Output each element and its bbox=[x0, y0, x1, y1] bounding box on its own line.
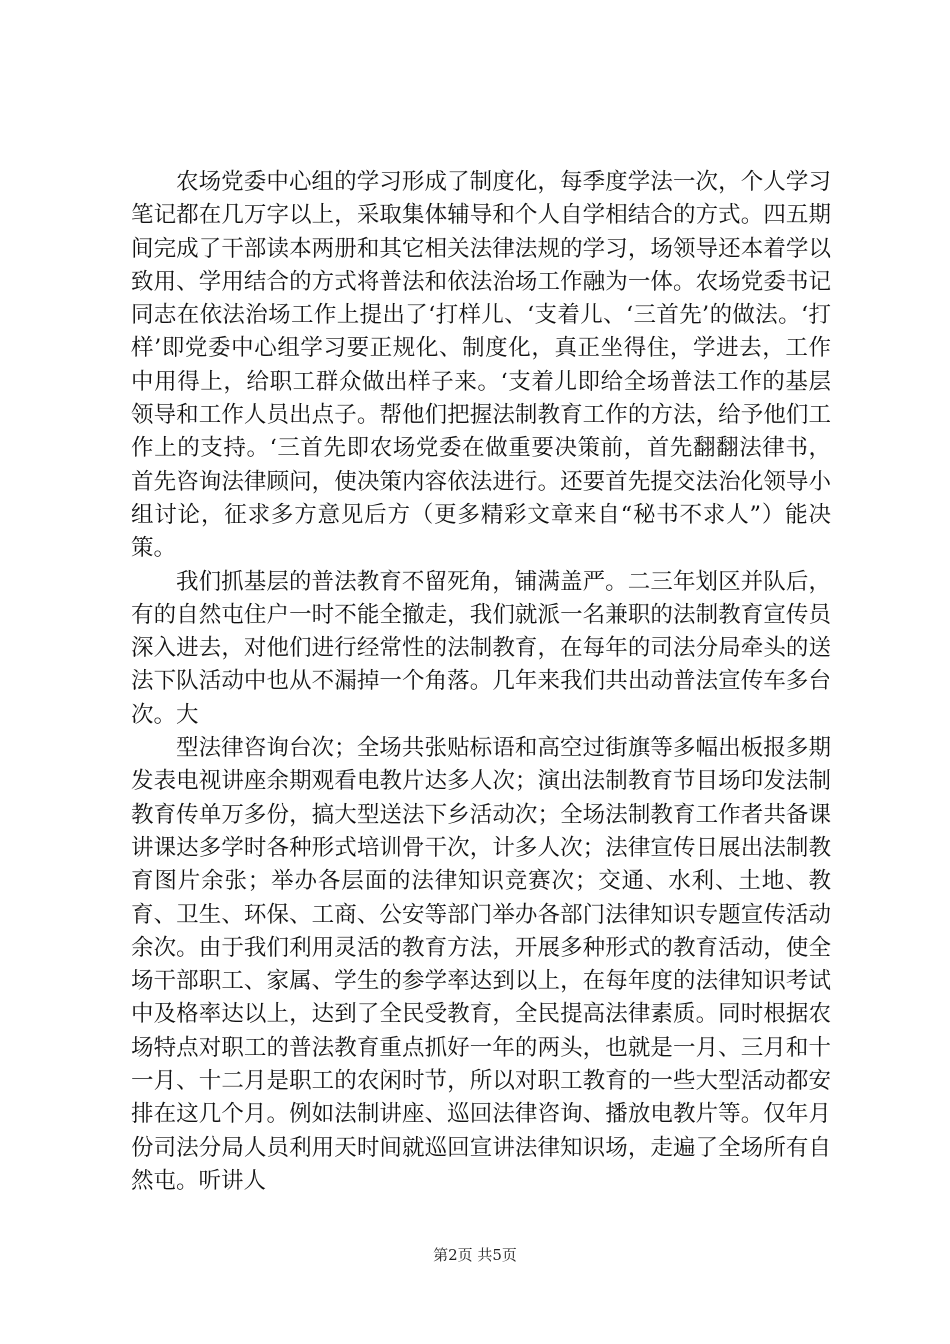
document-body bbox=[131, 166, 831, 1198]
paragraph-1: 农场党委中心组的学习形成了制度化，每季度学法一次，个人学习笔记都在几万字以上，采取集体辅导和个人自学相结合的方式。四五期间完成了干部读本两册和其它相关法律法规的学习，场领导还本着学以致用、学用结合的方式将普法和依法治场工作融为一体。农场党委书记同志在依法治场工作上提出了‘打样儿、‘支着儿、‘三首先’的做法。‘打样’即党委中心组学习要正规化、制度化，真正坐得住，学进去，工作中用得上，给职工群众做出样子来。‘支着儿即给全场普法工作的基层领导和工作人员出点子。帮他们把握法制教育工作的方法，给予他们工作上的支持。‘三首先即农场党委在做重要决策前，首先翻翻法律书，首先咨询法律顾问，使决策内容依法进行。还要首先提交法治化领导小组讨论，征求多方意见后方（更多精彩文章来自“秘书不求人”）能决策。 bbox=[131, 169, 831, 562]
page-footer: 第2页 共5页 bbox=[433, 1246, 517, 1264]
paragraph-2: 我们抓基层的普法教育不留死角，铺满盖严。二三年划区并队后，有的自然屯住户一时不能全撤走，我们就派一名兼职的法制教育宣传员深入进去，对他们进行经常性的法制教育，在每年的司法分局牵头的送法下队活动中也从不漏掉一个角落。几年来我们共出动普法宣传车多台次。大 bbox=[131, 568, 831, 728]
paragraph-3: 型法律咨询台次；全场共张贴标语和高空过街旗等多幅出板报多期发表电视讲座余期观看电教片达多人次；演出法制教育节目场印发法制教育传单万多份，搞大型送法下乡活动次；全场法制教育工作者共备课讲课达多学时各种形式培训骨干次，计多人次；法律宣传日展出法制教育图片余张；举办各层面的法律知识竞赛次；交通、水利、土地、教育、卫生、环保、工商、公安等部门举办各部门法律知识专题宣传活动余次。由于我们利用灵活的教育方法，开展多种形式的教育活动，使全场干部职工、家属、学生的参学率达到以上，在每年度的法律知识考试中及格率达以上，达到了全民受教育，全民提高法律素质。同时根据农场特点对职工的普法教育重点抓好一年的两头，也就是一月、三月和十一月、十二月是职工的农闲时节，所以对职工教育的一些大型活动都安排在这几个月。例如法制讲座、巡回法律咨询、播放电教片等。仅年月份司法分局人员利用天时间就巡回宣讲法律知识场，走遍了全场所有自然屯。听讲人 bbox=[131, 735, 831, 1194]
